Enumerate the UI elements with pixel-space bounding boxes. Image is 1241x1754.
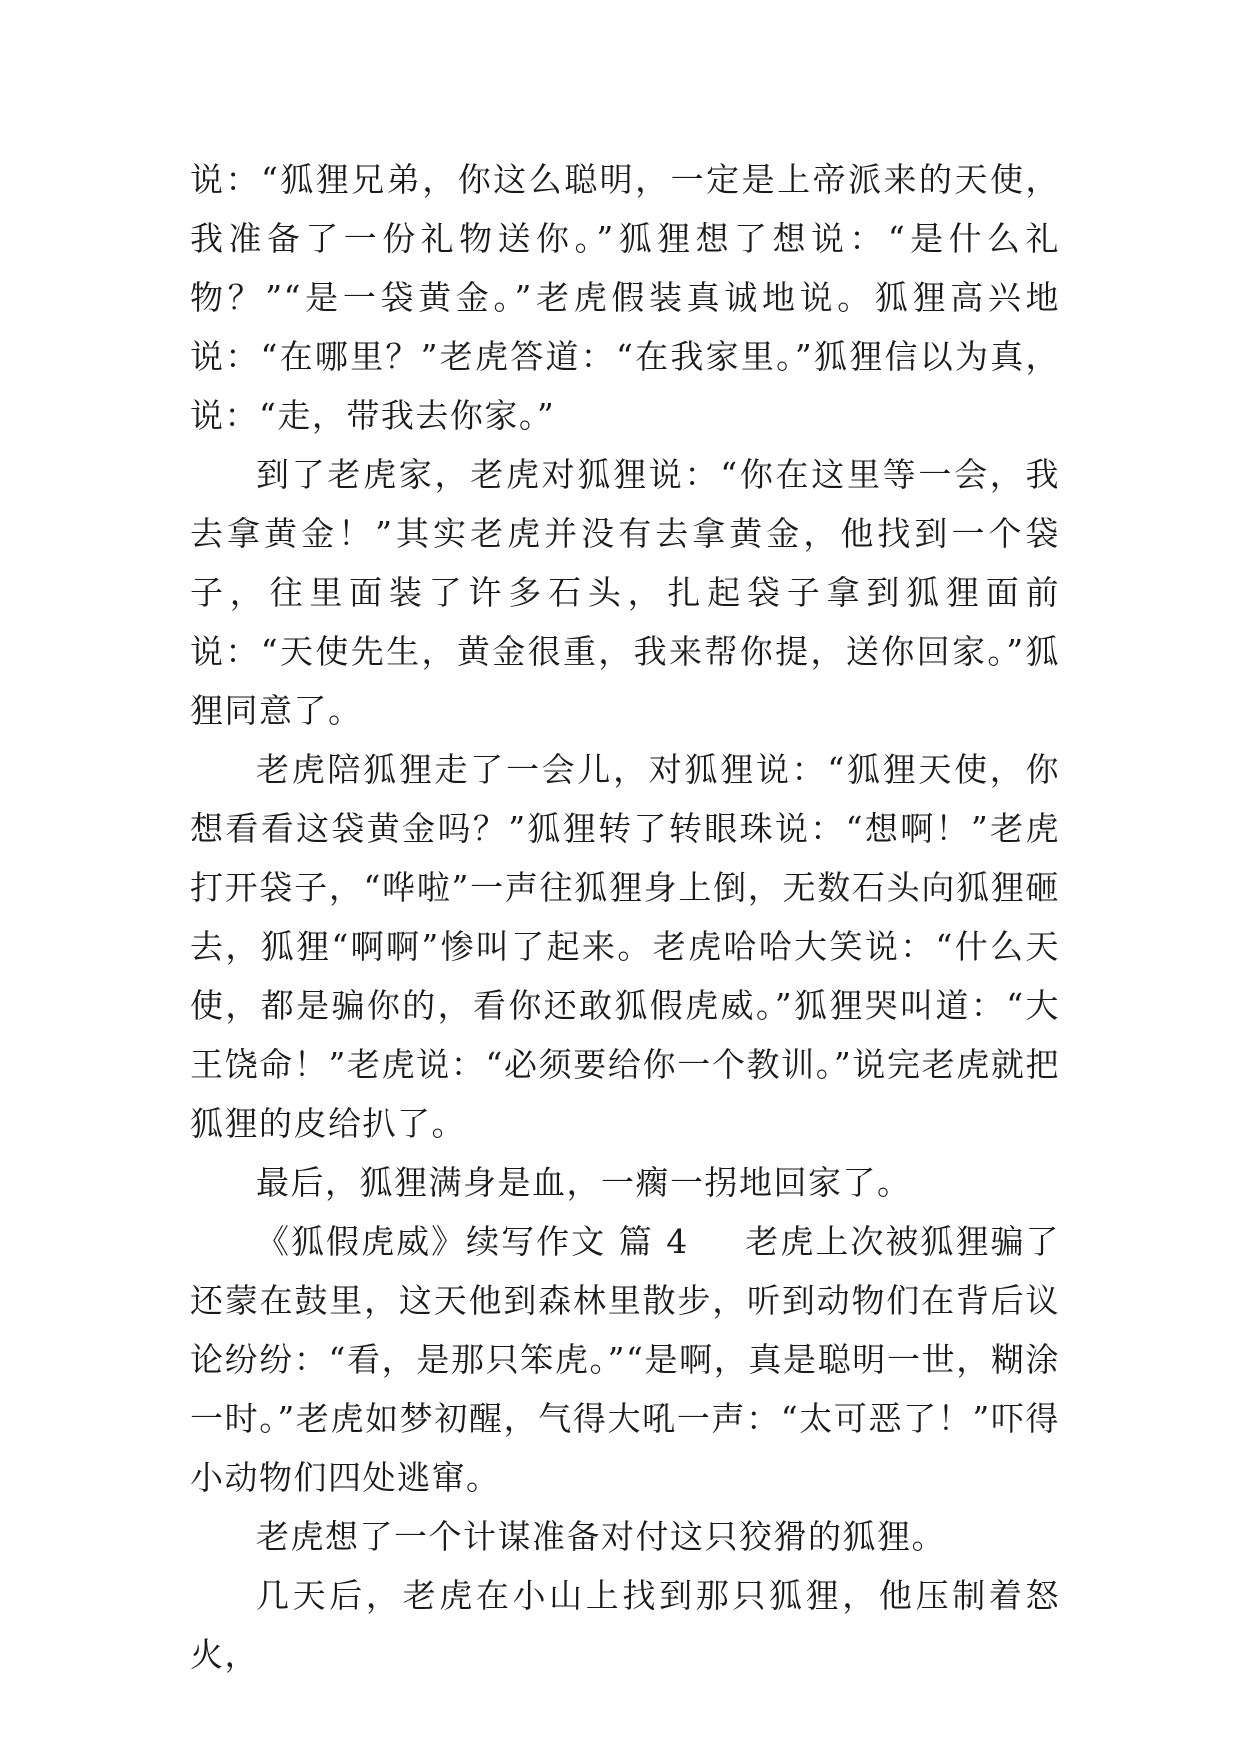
- section-title: 《狐假虎威》续写作文: [256, 1222, 607, 1261]
- paragraph: 说：“狐狸兄弟，你这么聪明，一定是上帝派来的天使，我准备了一份礼物送你。”狐狸想了想说：“是什么礼物？”“是一袋黄金。”老虎假装真诚地说。狐狸高兴地说：“在哪里？”老虎答道：“在我家里。”狐狸信以为真，说：“走，带我去你家。”: [190, 160, 1060, 435]
- paragraph: 几天后，老虎在小山上找到那只狐狸，他压制着怒火，: [190, 1576, 1060, 1674]
- section-label: 篇 4: [618, 1222, 689, 1261]
- document-page: [190, 150, 1060, 1684]
- paragraph: 最后，狐狸满身是血，一瘸一拐地回家了。: [256, 1163, 912, 1202]
- section-text: 老虎上次被狐狸骗了还蒙在鼓里，这天他到森林里散步，听到动物们在背后议论纷纷：“看，是那只笨虎。”“是啊，真是聪明一世，糊涂一时。”老虎如梦初醒，气得大吼一声：“太可恶了！”吓得小动物们四处逃窜。: [190, 1222, 1060, 1497]
- paragraph: 老虎想了一个计谋准备对付这只狡猾的狐狸。: [256, 1517, 946, 1556]
- paragraph: 老虎陪狐狸走了一会儿，对狐狸说：“狐狸天使，你想看看这袋黄金吗？”狐狸转了转眼珠说：“想啊！”老虎打开袋子，“哗啦”一声往狐狸身上倒，无数石头向狐狸砸去，狐狸“啊啊”惨叫了起来。老虎哈哈大笑说：“什么天使，都是骗你的，看你还敢狐假虎威。”狐狸哭叫道：“大王饶命！”老虎说：“必须要给你一个教训。”说完老虎就把狐狸的皮给扒了。: [190, 750, 1060, 1143]
- paragraph: 到了老虎家，老虎对狐狸说：“你在这里等一会，我去拿黄金！”其实老虎并没有去拿黄金，他找到一个袋子，往里面装了许多石头，扎起袋子拿到狐狸面前说：“天使先生，黄金很重，我来帮你提，送你回家。”狐狸同意了。: [190, 455, 1060, 730]
- section-paragraph: [190, 1212, 1060, 1507]
